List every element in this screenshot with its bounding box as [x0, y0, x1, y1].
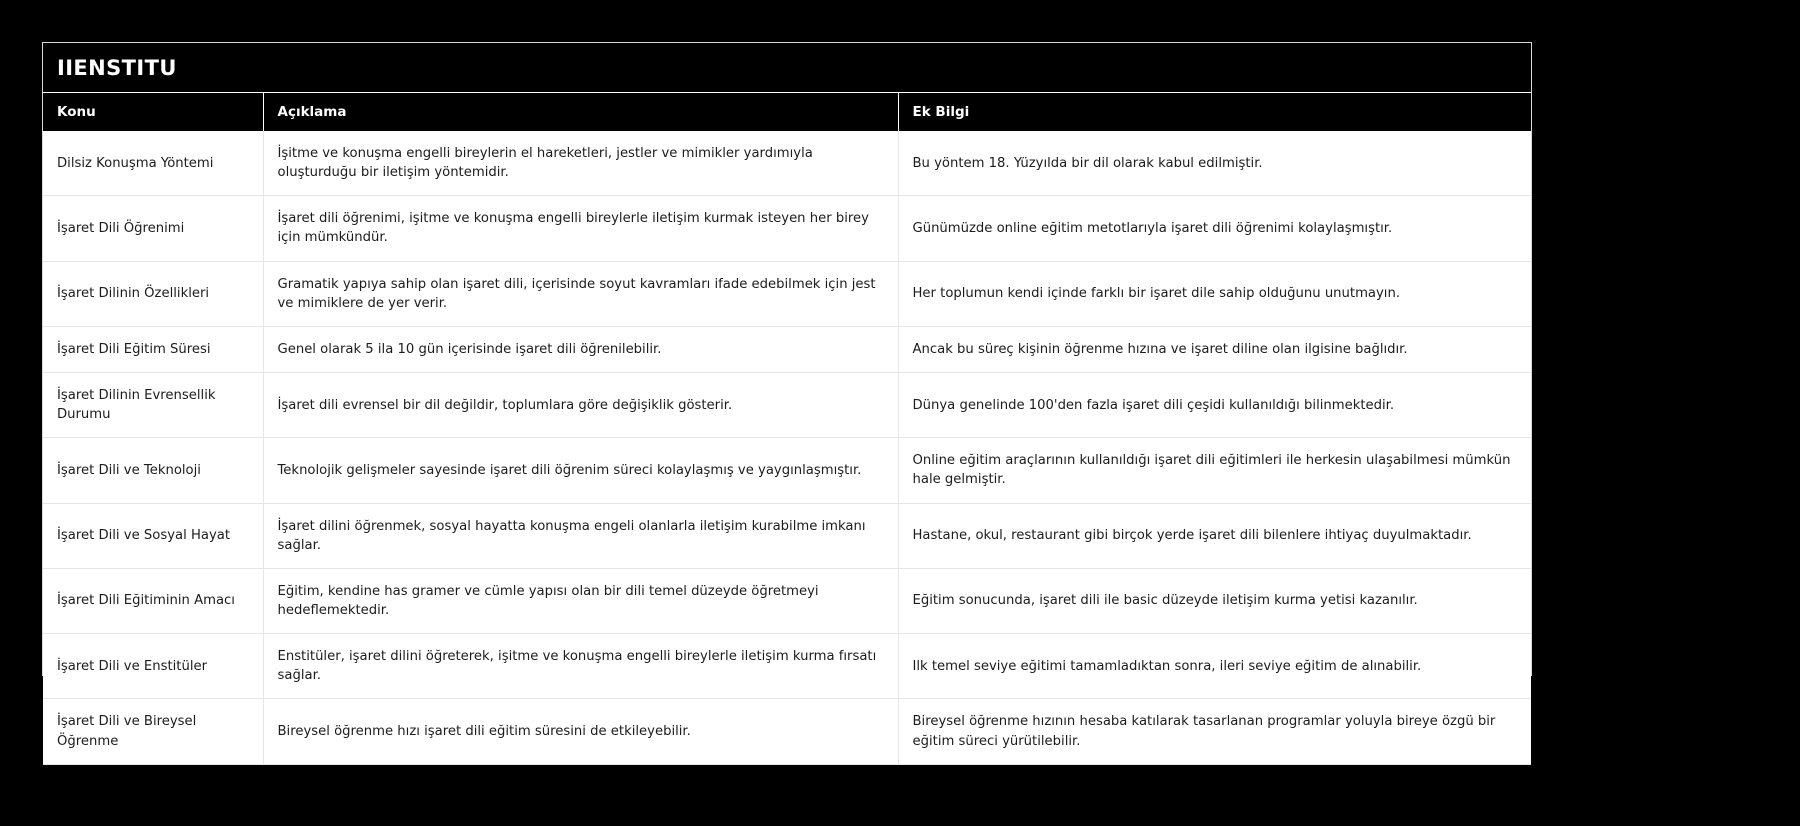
- cell-konu: İşaret Dili Öğrenimi: [43, 196, 263, 261]
- cell-ek_bilgi: Online eğitim araçlarının kullanıldığı işaret dili eğitimleri ile herkesin ulaşabilmesi mümkün hale gelmiştir.: [898, 438, 1531, 503]
- column-header-konu[interactable]: Konu: [43, 93, 263, 131]
- table-row: [43, 326, 1531, 372]
- cell-konu: İşaret Dilinin Evrensellik Durumu: [43, 372, 263, 437]
- cell-aciklama: İşaret dili öğrenimi, işitme ve konuşma engelli bireylerle iletişim kurmak isteyen her birey için mümkündür.: [263, 196, 898, 261]
- cell-konu: İşaret Dili Eğitiminin Amacı: [43, 568, 263, 633]
- table-row: [43, 568, 1531, 633]
- institute-table-card: [42, 42, 1532, 749]
- cell-aciklama: Bireysel öğrenme hızı işaret dili eğitim süresini de etkileyebilir.: [263, 699, 898, 764]
- sign-language-info-table: [43, 93, 1531, 765]
- table-row: [43, 196, 1531, 261]
- cell-aciklama: İşitme ve konuşma engelli bireylerin el hareketleri, jestler ve mimikler yardımıyla oluşturduğu bir iletişim yöntemidir.: [263, 131, 898, 196]
- cell-aciklama: İşaret dili evrensel bir dil değildir, toplumlara göre değişiklik gösterir.: [263, 372, 898, 437]
- brand-title: IIENSTITU: [57, 55, 177, 80]
- cell-ek_bilgi: Ilk temel seviye eğitimi tamamladıktan sonra, ileri seviye eğitim de alınabilir.: [898, 634, 1531, 699]
- cell-konu: İşaret Dili ve Teknoloji: [43, 438, 263, 503]
- cell-konu: İşaret Dilinin Özellikleri: [43, 261, 263, 326]
- cell-aciklama: Gramatik yapıya sahip olan işaret dili, içerisinde soyut kavramları ifade edebilmek için jest ve mimiklere de yer verir.: [263, 261, 898, 326]
- cell-konu: İşaret Dili Eğitim Süresi: [43, 326, 263, 372]
- cell-ek_bilgi: Bireysel öğrenme hızının hesaba katılarak tasarlanan programlar yoluyla bireye özgü bir eğitim süreci yürütilebilir.: [898, 699, 1531, 764]
- table-row: [43, 131, 1531, 196]
- brand-header: [43, 43, 1531, 93]
- cell-aciklama: İşaret dilini öğrenmek, sosyal hayatta konuşma engeli olanlarla iletişim kurabilme imkanı sağlar.: [263, 503, 898, 568]
- cell-konu: İşaret Dili ve Enstitüler: [43, 634, 263, 699]
- table-row: [43, 699, 1531, 764]
- cell-ek_bilgi: Hastane, okul, restaurant gibi birçok yerde işaret dili bilenlere ihtiyaç duyulmaktadır.: [898, 503, 1531, 568]
- cell-aciklama: Genel olarak 5 ila 10 gün içerisinde işaret dili öğrenilebilir.: [263, 326, 898, 372]
- cell-konu: Dilsiz Konuşma Yöntemi: [43, 131, 263, 196]
- cell-ek_bilgi: Eğitim sonucunda, işaret dili ile basic düzeyde iletişim kurma yetisi kazanılır.: [898, 568, 1531, 633]
- table-row: [43, 372, 1531, 437]
- table-body: [43, 131, 1531, 764]
- column-header-ek-bilgi[interactable]: Ek Bilgi: [898, 93, 1531, 131]
- cell-aciklama: Teknolojik gelişmeler sayesinde işaret dili öğrenim süreci kolaylaşmış ve yaygınlaşmıştır.: [263, 438, 898, 503]
- cell-ek_bilgi: Günümüzde online eğitim metotlarıyla işaret dili öğrenimi kolaylaşmıştır.: [898, 196, 1531, 261]
- table-row: [43, 503, 1531, 568]
- cell-konu: İşaret Dili ve Bireysel Öğrenme: [43, 699, 263, 764]
- table-header: [43, 93, 1531, 131]
- column-header-aciklama[interactable]: Açıklama: [263, 93, 898, 131]
- cell-ek_bilgi: Bu yöntem 18. Yüzyılda bir dil olarak kabul edilmiştir.: [898, 131, 1531, 196]
- table-row: [43, 261, 1531, 326]
- cell-ek_bilgi: Ancak bu süreç kişinin öğrenme hızına ve işaret diline olan ilgisine bağlıdır.: [898, 326, 1531, 372]
- cell-ek_bilgi: Dünya genelinde 100'den fazla işaret dili çeşidi kullanıldığı bilinmektedir.: [898, 372, 1531, 437]
- cell-konu: İşaret Dili ve Sosyal Hayat: [43, 503, 263, 568]
- table-row: [43, 438, 1531, 503]
- table-header-row: [43, 93, 1531, 131]
- table-row: [43, 634, 1531, 699]
- cell-aciklama: Eğitim, kendine has gramer ve cümle yapısı olan bir dili temel düzeyde öğretmeyi hedeflemektedir.: [263, 568, 898, 633]
- cell-aciklama: Enstitüler, işaret dilini öğreterek, işitme ve konuşma engelli bireylerle iletişim kurma fırsatı sağlar.: [263, 634, 898, 699]
- cell-ek_bilgi: Her toplumun kendi içinde farklı bir işaret dile sahip olduğunu unutmayın.: [898, 261, 1531, 326]
